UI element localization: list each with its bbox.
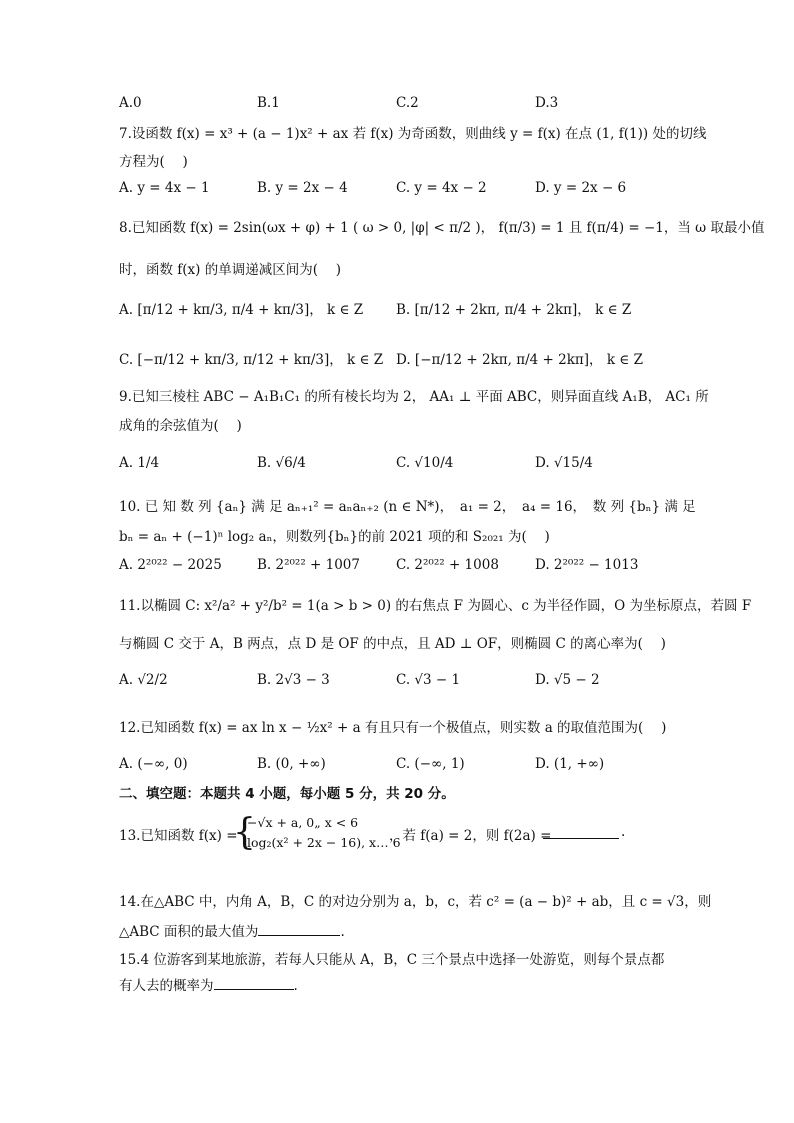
q8-option-d: D. [−π/12 + 2kπ, π/4 + 2kπ]， k ∈ Z xyxy=(396,352,643,368)
q12-option-c: C. (−∞, 1) xyxy=(396,756,465,772)
q11-option-d: D. √5 − 2 xyxy=(535,672,600,688)
q13-case1: −√x + a, 0„ x < 6 xyxy=(247,815,359,830)
q7-option-d: D. y = 2x − 6 xyxy=(535,180,627,196)
q9-option-d: D. √15/4 xyxy=(535,455,593,471)
q15-stem-line1: 15.4 位游客到某地旅游，若每人只能从 A，B，C 三个景点中选择一处游览，则每个景点都 xyxy=(119,952,665,968)
q15-stem-line2-wrap xyxy=(119,975,684,996)
q7-options xyxy=(119,180,679,202)
q14-stem-line1: 14.在△ABC 中，内角 A，B，C 的对边分别为 a，b，c，若 c² = (a − b)² + ab，且 c = √3，则 xyxy=(119,894,712,910)
q6-option-b: B.1 xyxy=(257,95,280,111)
q9-options xyxy=(119,455,679,477)
q11-option-c: C. √3 − 1 xyxy=(396,672,461,688)
q12-option-a: A. (−∞, 0) xyxy=(119,756,188,772)
q13-brace: { xyxy=(233,812,256,853)
q6-option-d: D.3 xyxy=(535,95,559,111)
q8-options-row2 xyxy=(119,348,679,378)
q13-prefix: 13.已知函数 f(x) = xyxy=(119,828,238,844)
q13-answer-blank[interactable] xyxy=(543,824,619,839)
q14-answer-blank[interactable] xyxy=(258,921,340,936)
q7-stem-line1: 7.设函数 f(x) = x³ + (a − 1)x² + ax 若 f(x) 为奇函数，则曲线 y = f(x) 在点 (1, f(1)) 处的切线 xyxy=(119,126,707,142)
q8-options-row1 xyxy=(119,298,679,328)
q6-options xyxy=(119,95,679,117)
q11-option-b: B. 2√3 − 3 xyxy=(257,672,330,688)
q10-option-b: B. 2²⁰²² + 1007 xyxy=(257,557,360,573)
q12-option-d: D. (1, +∞) xyxy=(535,756,605,772)
q9-option-a: A. 1/4 xyxy=(119,455,160,471)
q11-stem-line2: 与椭圆 C 交于 A，B 两点，点 D 是 OF 的中点，且 AD ⊥ OF，则椭圆 C 的离心率为( ) xyxy=(119,636,666,652)
q14-stem-line2-wrap xyxy=(119,921,684,942)
q6-option-c: C.2 xyxy=(396,95,419,111)
q11-option-a: A. √2/2 xyxy=(119,672,168,688)
q7-option-b: B. y = 2x − 4 xyxy=(257,180,348,196)
q7-option-c: C. y = 4x − 2 xyxy=(396,180,487,196)
q12-option-b: B. (0, +∞) xyxy=(257,756,326,772)
q12-stem-line1: 12.已知函数 f(x) = ax ln x − ½x² + a 有且只有一个极值点，则实数 a 的取值范围为( ) xyxy=(119,720,667,736)
q12-options xyxy=(119,756,679,778)
q8-stem-line2: 时，函数 f(x) 的单调递减区间为( ) xyxy=(119,262,342,278)
q10-options xyxy=(119,557,679,579)
q8-stem-line1: 8.已知函数 f(x) = 2sin(ωx + φ) + 1 ( ω > 0, |φ| < π/2 )， f(π/3) = 1 且 f(π/4) = −1，当 ω 取最小值 xyxy=(119,220,765,236)
q7-stem-line2: 方程为( ) xyxy=(119,154,188,170)
q14-end: . xyxy=(340,924,345,940)
q15-end: . xyxy=(293,978,298,994)
section-2-heading: 二、填空题：本题共 4 小题，每小题 5 分，共 20 分。 xyxy=(119,786,455,802)
q11-options xyxy=(119,672,679,694)
q13-end: . xyxy=(621,824,626,840)
q10-option-d: D. 2²⁰²² − 1013 xyxy=(535,557,639,573)
q8-option-b: B. [π/12 + 2kπ, π/4 + 2kπ]， k ∈ Z xyxy=(396,302,632,318)
q10-option-c: C. 2²⁰²² + 1008 xyxy=(396,557,499,573)
q13-case2: log₂(x² + 2x − 16), x… 6 xyxy=(247,835,401,850)
q15-answer-blank[interactable] xyxy=(214,975,294,990)
q9-option-c: C. √10/4 xyxy=(396,455,454,471)
q10-stem-line1: 10. 已 知 数 列 {aₙ} 满 足 aₙ₊₁² = aₙaₙ₊₂ (n ∈ N*)， a₁ = 2， a₄ = 16， 数 列 {bₙ} 满 足 xyxy=(119,499,696,515)
q9-stem-line2: 成角的余弦值为( ) xyxy=(119,418,242,434)
q10-option-a: A. 2²⁰²² − 2025 xyxy=(119,557,222,573)
q7-option-a: A. y = 4x − 1 xyxy=(119,180,210,196)
q11-stem-line1: 11.以椭圆 C: x²/a² + y²/b² = 1(a > b > 0) 的右焦点 F 为圆心、c 为半径作圆，O 为坐标原点，若圆 F xyxy=(119,598,752,614)
q15-stem-line2: 有人去的概率为 xyxy=(119,978,214,994)
q9-option-b: B. √6/4 xyxy=(257,455,306,471)
q13-stem xyxy=(119,813,679,855)
q9-stem-line1: 9.已知三棱柱 ABC − A₁B₁C₁ 的所有棱长均为 2， AA₁ ⊥ 平面 ABC，则异面直线 A₁B， AC₁ 所 xyxy=(119,389,709,405)
q14-stem-line2: △ABC 面积的最大值为 xyxy=(119,924,259,940)
q8-option-a: A. [π/12 + kπ/3, π/4 + kπ/3]， k ∈ Z xyxy=(119,302,364,318)
q8-option-c: C. [−π/12 + kπ/3, π/12 + kπ/3]， k ∈ Z xyxy=(119,352,384,368)
q13-suffix: ，若 f(a) = 2，则 f(2a) = xyxy=(389,828,552,844)
q10-stem-line2: bₙ = aₙ + (−1)ⁿ log₂ aₙ，则数列{bₙ}的前 2021 项的和 S₂₀₂₁ 为( ) xyxy=(119,529,550,545)
q6-option-a: A.0 xyxy=(119,95,142,111)
